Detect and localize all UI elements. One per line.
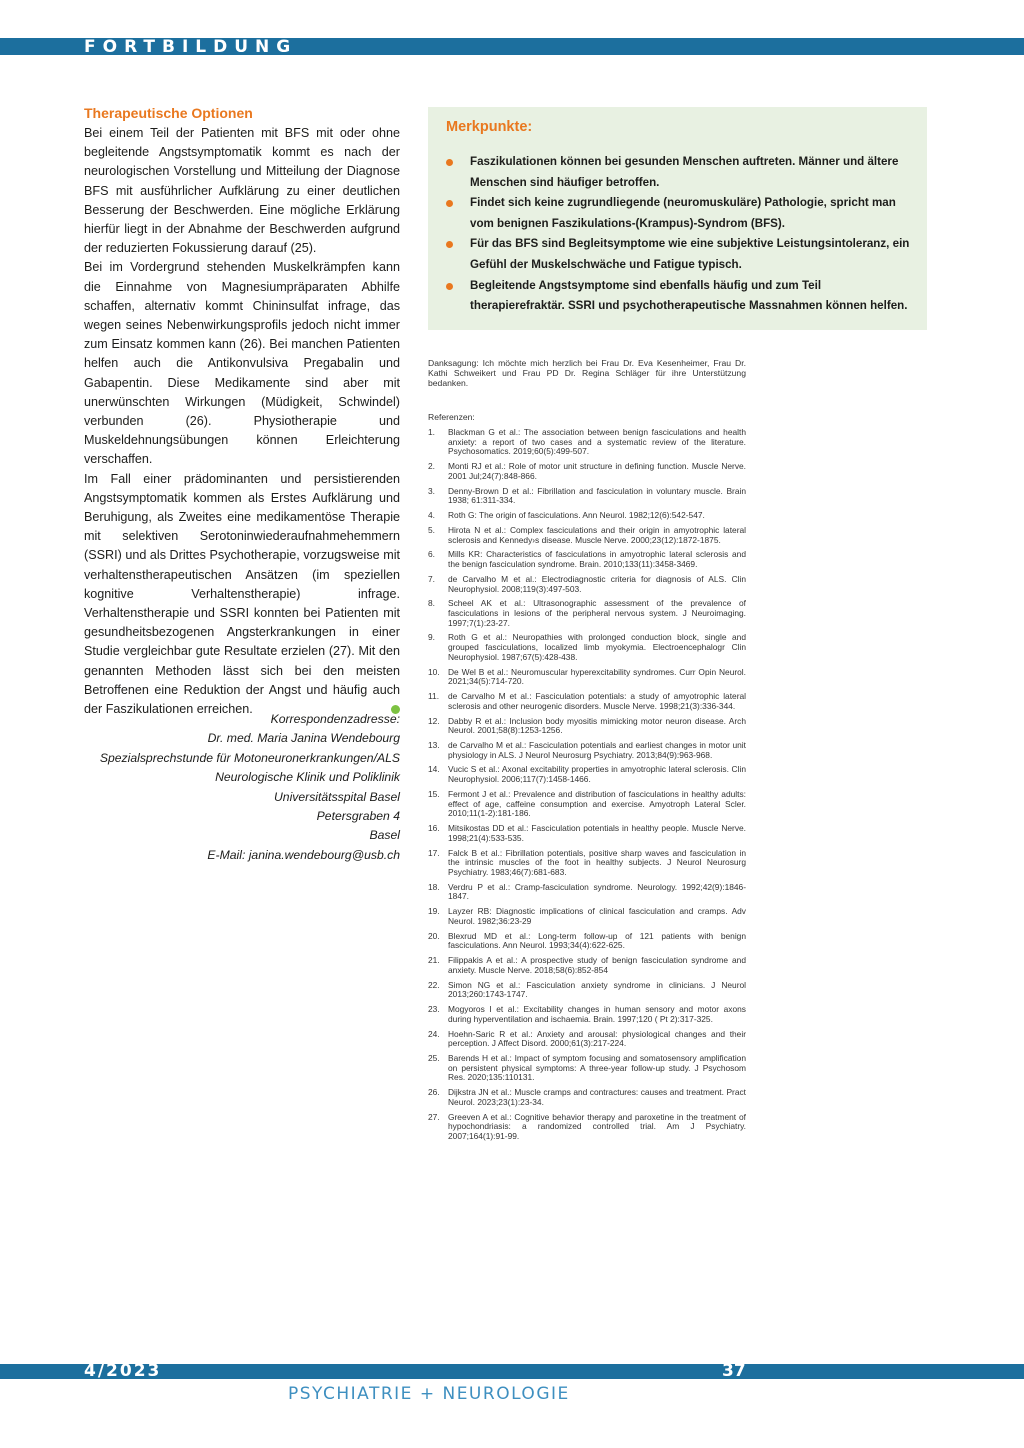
reference-number: 5.	[428, 524, 435, 535]
clinic: Neurologische Klinik und Poliklinik	[215, 770, 400, 785]
reference-number: 11.	[428, 691, 440, 702]
reference-number: 1.	[428, 427, 435, 437]
reference-number: 26.	[428, 1087, 440, 1098]
reference-item	[428, 1030, 746, 1049]
reference-text: Mitsikostas DD et al.: Fasciculation potentials in healthy people. Muscle Nerve. 1998;21(4):533-535.	[448, 823, 746, 843]
reference-item	[428, 575, 746, 594]
reference-number: 17.	[428, 847, 440, 858]
reference-item	[428, 1113, 746, 1142]
reference-number: 15.	[428, 788, 440, 799]
reference-text: Dabby R et al.: Inclusion body myositis mimicking motor neuron disease. Arch Neurol. 2001;58(8):1253-1256.	[448, 715, 746, 736]
reference-number: 16.	[428, 823, 440, 834]
reference-text: Simon NG et al.: Fasciculation anxiety syndrome in clinicians. J Neurol 2013;260:1743-1747.	[448, 979, 746, 1000]
key-points-list	[446, 152, 912, 317]
department: Spezialsprechstunde für Motoneuronerkrankungen/ALS	[99, 750, 400, 765]
key-point	[446, 152, 912, 193]
key-point-text: Begleitende Angstsymptome sind ebenfalls häufig und zum Teil therapierefraktär. SSRI und psychotherapeutische Massnahmen können helfen.	[470, 278, 908, 313]
reference-text: Falck B et al.: Fibrillation potentials, positive sharp waves and fasciculation in the intrinsic muscles of the foot in healthy subjects. J Neurol Neurosurg Psychiatry. 1983;46(7):681-683.	[448, 847, 746, 877]
section-heading: Therapeutische Optionen	[84, 105, 253, 121]
reference-item	[428, 981, 746, 1000]
reference-item	[428, 883, 746, 902]
key-point	[446, 193, 912, 234]
hospital: Universitätsspital Basel	[274, 789, 400, 804]
reference-item	[428, 633, 746, 662]
reference-number: 22.	[428, 979, 440, 990]
reference-item	[428, 526, 746, 545]
reference-number: 24.	[428, 1028, 440, 1039]
reference-text: Monti RJ et al.: Role of motor unit structure in defining function. Muscle Nerve. 2001 Jul;24(7):848-866.	[448, 461, 746, 481]
reference-number: 7.	[428, 573, 435, 584]
reference-text: De Wel B et al.: Neuromuscular hyperexcitability syndromes. Curr Opin Neurol. 2021;34(5):714-720.	[448, 666, 746, 687]
orange-dot-icon	[446, 241, 453, 248]
page-number: 37	[722, 1361, 746, 1381]
reference-text: Mogyoros I et al.: Excitability changes in human sensory and motor axons during hyperventilation and ischaemia. Brain. 1997;120 ( Pt 2):317-325.	[448, 1004, 746, 1024]
key-point	[446, 234, 912, 275]
reference-text: Greeven A et al.: Cognitive behavior therapy and paroxetine in the treatment of hypochondriasis: a randomized controlled trial. Am J Psychiatry. 2007;164(1):91-99.	[448, 1111, 746, 1141]
reference-number: 14.	[428, 764, 440, 775]
reference-number: 21.	[428, 955, 440, 966]
reference-item	[428, 849, 746, 878]
reference-text: Vucic S et al.: Axonal excitability properties in amyotrophic lateral sclerosis. Clin Neurophysiol. 2006;117(7):1458-1466.	[448, 764, 746, 785]
correspondence-address	[84, 710, 400, 865]
reference-item	[428, 765, 746, 784]
reference-item	[428, 1088, 746, 1107]
article-paragraph-text: Im Fall einer prädominanten und persistierenden Angstsymptomatik kommen als Erstes Aufklärung und Beruhigung, als Zweites eine medikamentöse Therapie mit selektiven Serotoninwiederaufnahmehemmern (SSRI) und als Drittes Psychotherapie, vorzugsweise mit verhaltenstherapeutischen Ansätzen (im speziellen kognitive Verhaltenstherapie) infrage. Verhaltenstherapie und SSRI konnten bei Patienten mit gesundheitsbezogenen Angsterkrankungen in einer Studie vergleichbar gute Resultate erzielen (27). Mit den genannten Methoden lässt sich bei den meisten Betroffenen eine Reduktion der Angst und häufig auch der Faszikulationen erreichen.	[84, 471, 400, 717]
reference-number: 18.	[428, 881, 440, 892]
orange-dot-icon	[446, 283, 453, 290]
reference-number: 23.	[428, 1004, 440, 1015]
reference-text: Scheel AK et al.: Ultrasonographic assessment of the prevalence of fasciculations in lesions of the peripheral nervous system. J Neuroimaging. 1997;7(1):23-27.	[448, 598, 746, 628]
reference-item	[428, 462, 746, 481]
city: Basel	[369, 828, 400, 843]
key-point	[446, 276, 912, 317]
article-body	[84, 104, 400, 719]
acknowledgement: Danksagung: Ich möchte mich herzlich bei Frau Dr. Eva Kesenheimer, Frau Dr. Kathi Schweikert und Frau PD Dr. Regina Schläger für ihre Unterstützung bedanken.	[428, 358, 746, 388]
reference-text: Verdru P et al.: Cramp-fasciculation syndrome. Neurology. 1992;42(9):1846-1847.	[448, 881, 746, 902]
reference-item	[428, 907, 746, 926]
reference-item	[428, 550, 746, 569]
article-paragraph: Bei einem Teil der Patienten mit BFS mit oder ohne begleitende Angstsymptomatik kommt es nach der neurologischen Vorstellung und Mitteilung der Diagnose BFS mit ausführlicher Aufklärung zu einer deutlichen Besserung der Beschwerden. Eine mögliche Erklärung hierfür liegt in der Abnahme der Beschwerden aufgrund der reduzierten Fokussierung darauf (25).	[84, 126, 400, 256]
reference-text: Mills KR: Characteristics of fasciculations in amyotrophic lateral sclerosis and the benign fasciculation syndrome. Brain. 2010;133(11):3458-3469.	[448, 549, 746, 570]
reference-number: 12.	[428, 715, 440, 726]
reference-number: 3.	[428, 485, 435, 496]
orange-dot-icon	[446, 200, 453, 207]
reference-text: Hoehn-Saric R et al.: Anxiety and arousal: physiological changes and their perception. J Affect Disord. 2000;61(3):217-224.	[448, 1028, 746, 1049]
reference-text: Barends H et al.: Impact of symptom focusing and somatosensory amplification on persistent physical symptoms: A three-year follow-up study. J Psychosom Res. 2020;135:110131.	[448, 1053, 746, 1083]
key-points-title: Merkpunkte:	[446, 119, 533, 135]
reference-item	[428, 428, 746, 457]
reference-item	[428, 956, 746, 975]
section-label: FORTBILDUNG	[84, 37, 298, 57]
reference-item	[428, 932, 746, 951]
references-heading: Referenzen:	[428, 412, 475, 422]
reference-item	[428, 717, 746, 736]
reference-text: de Carvalho M et al.: Electrodiagnostic criteria for diagnosis of ALS. Clin Neurophysiol. 2008;119(3):497-503.	[448, 573, 746, 594]
reference-number: 2.	[428, 461, 435, 472]
key-point-text: Für das BFS sind Begleitsymptome wie eine subjektive Leistungsintoleranz, ein Gefühl der Muskelschwäche und Fatigue typisch.	[470, 237, 910, 271]
reference-text: Fermont J et al.: Prevalence and distribution of fasciculations in healthy adults: effect of age, caffeine consumption and exercise. Amyotroph Lateral Scler. 2010;11(1-2):181-186.	[448, 788, 746, 819]
reference-text: Roth G: The origin of fasciculations. Ann Neurol. 1982;12(6):542-547.	[448, 510, 705, 521]
key-points-box	[428, 107, 927, 330]
reference-item	[428, 790, 746, 819]
email: E-Mail: janina.wendebourg@usb.ch	[207, 847, 400, 862]
reference-item	[428, 487, 746, 506]
reference-number: 9.	[428, 632, 435, 643]
reference-text: Roth G et al.: Neuropathies with prolonged conduction block, single and grouped fasciculations, localized limb myokymia. Electroencephalogr Clin Neurophysiol. 1987;67(5):428-438.	[448, 632, 746, 662]
reference-item	[428, 741, 746, 760]
article-paragraph: Bei im Vordergrund stehenden Muskelkrämpfen kann die Einnahme von Magnesiumpräparaten Abhilfe schaffen, alternativ kommt Chininsulfat infrage, das wegen seines Nebenwirkungsprofils jedoch nicht immer zum Einsatz kommen kann (26). Bei manchen Patienten helfen auch die Antikonvulsiva Pregabalin und Gabapentin. Diese Medikamente sind aber mit unerwünschten Wirkungen (Müdigkeit, Schwindel) verbunden (26). Physiotherapie und Muskeldehnungsübungen können Erleichterung verschaffen.	[84, 260, 400, 467]
orange-dot-icon	[446, 159, 453, 166]
key-point-text: Faszikulationen können bei gesunden Menschen auftreten. Männer und ältere Menschen sind häufiger betroffen.	[470, 155, 899, 189]
reference-number: 10.	[428, 666, 440, 677]
reference-number: 4.	[428, 510, 435, 521]
key-point-text: Findet sich keine zugrundliegende (neuromuskuläre) Pathologie, spricht man vom benignen Faszikulations-(Krampus)-Syndrom (BFS).	[470, 196, 896, 230]
reference-number: 20.	[428, 930, 440, 941]
reference-text: Hirota N et al.: Complex fasciculations and their origin in amyotrophic lateral sclerosis and Kennedy›s disease. Muscle Nerve. 2000;23(12):1872-1875.	[448, 524, 746, 545]
reference-number: 19.	[428, 906, 440, 917]
reference-item	[428, 599, 746, 628]
article-paragraph	[84, 470, 400, 720]
reference-number: 6.	[428, 549, 435, 560]
journal-title: PSYCHIATRIE + NEUROLOGIE	[288, 1384, 570, 1404]
reference-number: 8.	[428, 598, 435, 609]
correspondence-label: Korrespondenzadresse:	[270, 712, 400, 726]
reference-text: Blackman G et al.: The association between benign fasciculations and health anxiety: a report of two cases and a systematic review of the literature. Psychosomatics. 2019;60(5):499-507.	[448, 427, 746, 457]
reference-item	[428, 1054, 746, 1083]
reference-item	[428, 1005, 746, 1024]
reference-number: 13.	[428, 740, 440, 750]
street: Petersgraben 4	[316, 809, 400, 824]
reference-text: Filippakis A et al.: A prospective study of benign fasciculation syndrome and anxiety. Muscle Nerve. 2018;58(6):852-854	[448, 955, 746, 975]
reference-number: 25.	[428, 1053, 440, 1063]
reference-item	[428, 668, 746, 687]
reference-text: Layzer RB: Diagnostic implications of clinical fasciculation and cramps. Adv Neurol. 1982;36:23-29	[448, 906, 746, 926]
reference-item	[428, 692, 746, 711]
author-name: Dr. med. Maria Janina Wendebourg	[207, 731, 400, 746]
reference-text: Blexrud MD et al.: Long-term follow-up of 121 patients with benign fasciculations. Ann Neurol. 1993;34(4):622-625.	[448, 930, 746, 951]
reference-text: Denny-Brown D et al.: Fibrillation and fasciculation in voluntary muscle. Brain 1938; 61:311-334.	[448, 485, 746, 506]
reference-text: de Carvalho M et al.: Fasciculation potentials and earliest changes in motor unit physiology in ALS. J Neurol Neurosurg Psychiatry. 2013;84(9):963-968.	[448, 740, 746, 760]
reference-number: 27.	[428, 1111, 440, 1122]
reference-item	[428, 824, 746, 843]
reference-item	[428, 511, 746, 521]
issue-number: 4/2023	[84, 1361, 162, 1381]
reference-text: Dijkstra JN et al.: Muscle cramps and contractures: causes and treatment. Pract Neurol. 2023;23(1):23-34.	[448, 1087, 746, 1107]
references-list	[428, 428, 746, 1147]
reference-text: de Carvalho M et al.: Fasciculation potentials: a study of amyotrophic lateral sclerosis and other neurogenic disorders. Muscle Nerve. 1998;21(3):336-344.	[448, 691, 746, 711]
